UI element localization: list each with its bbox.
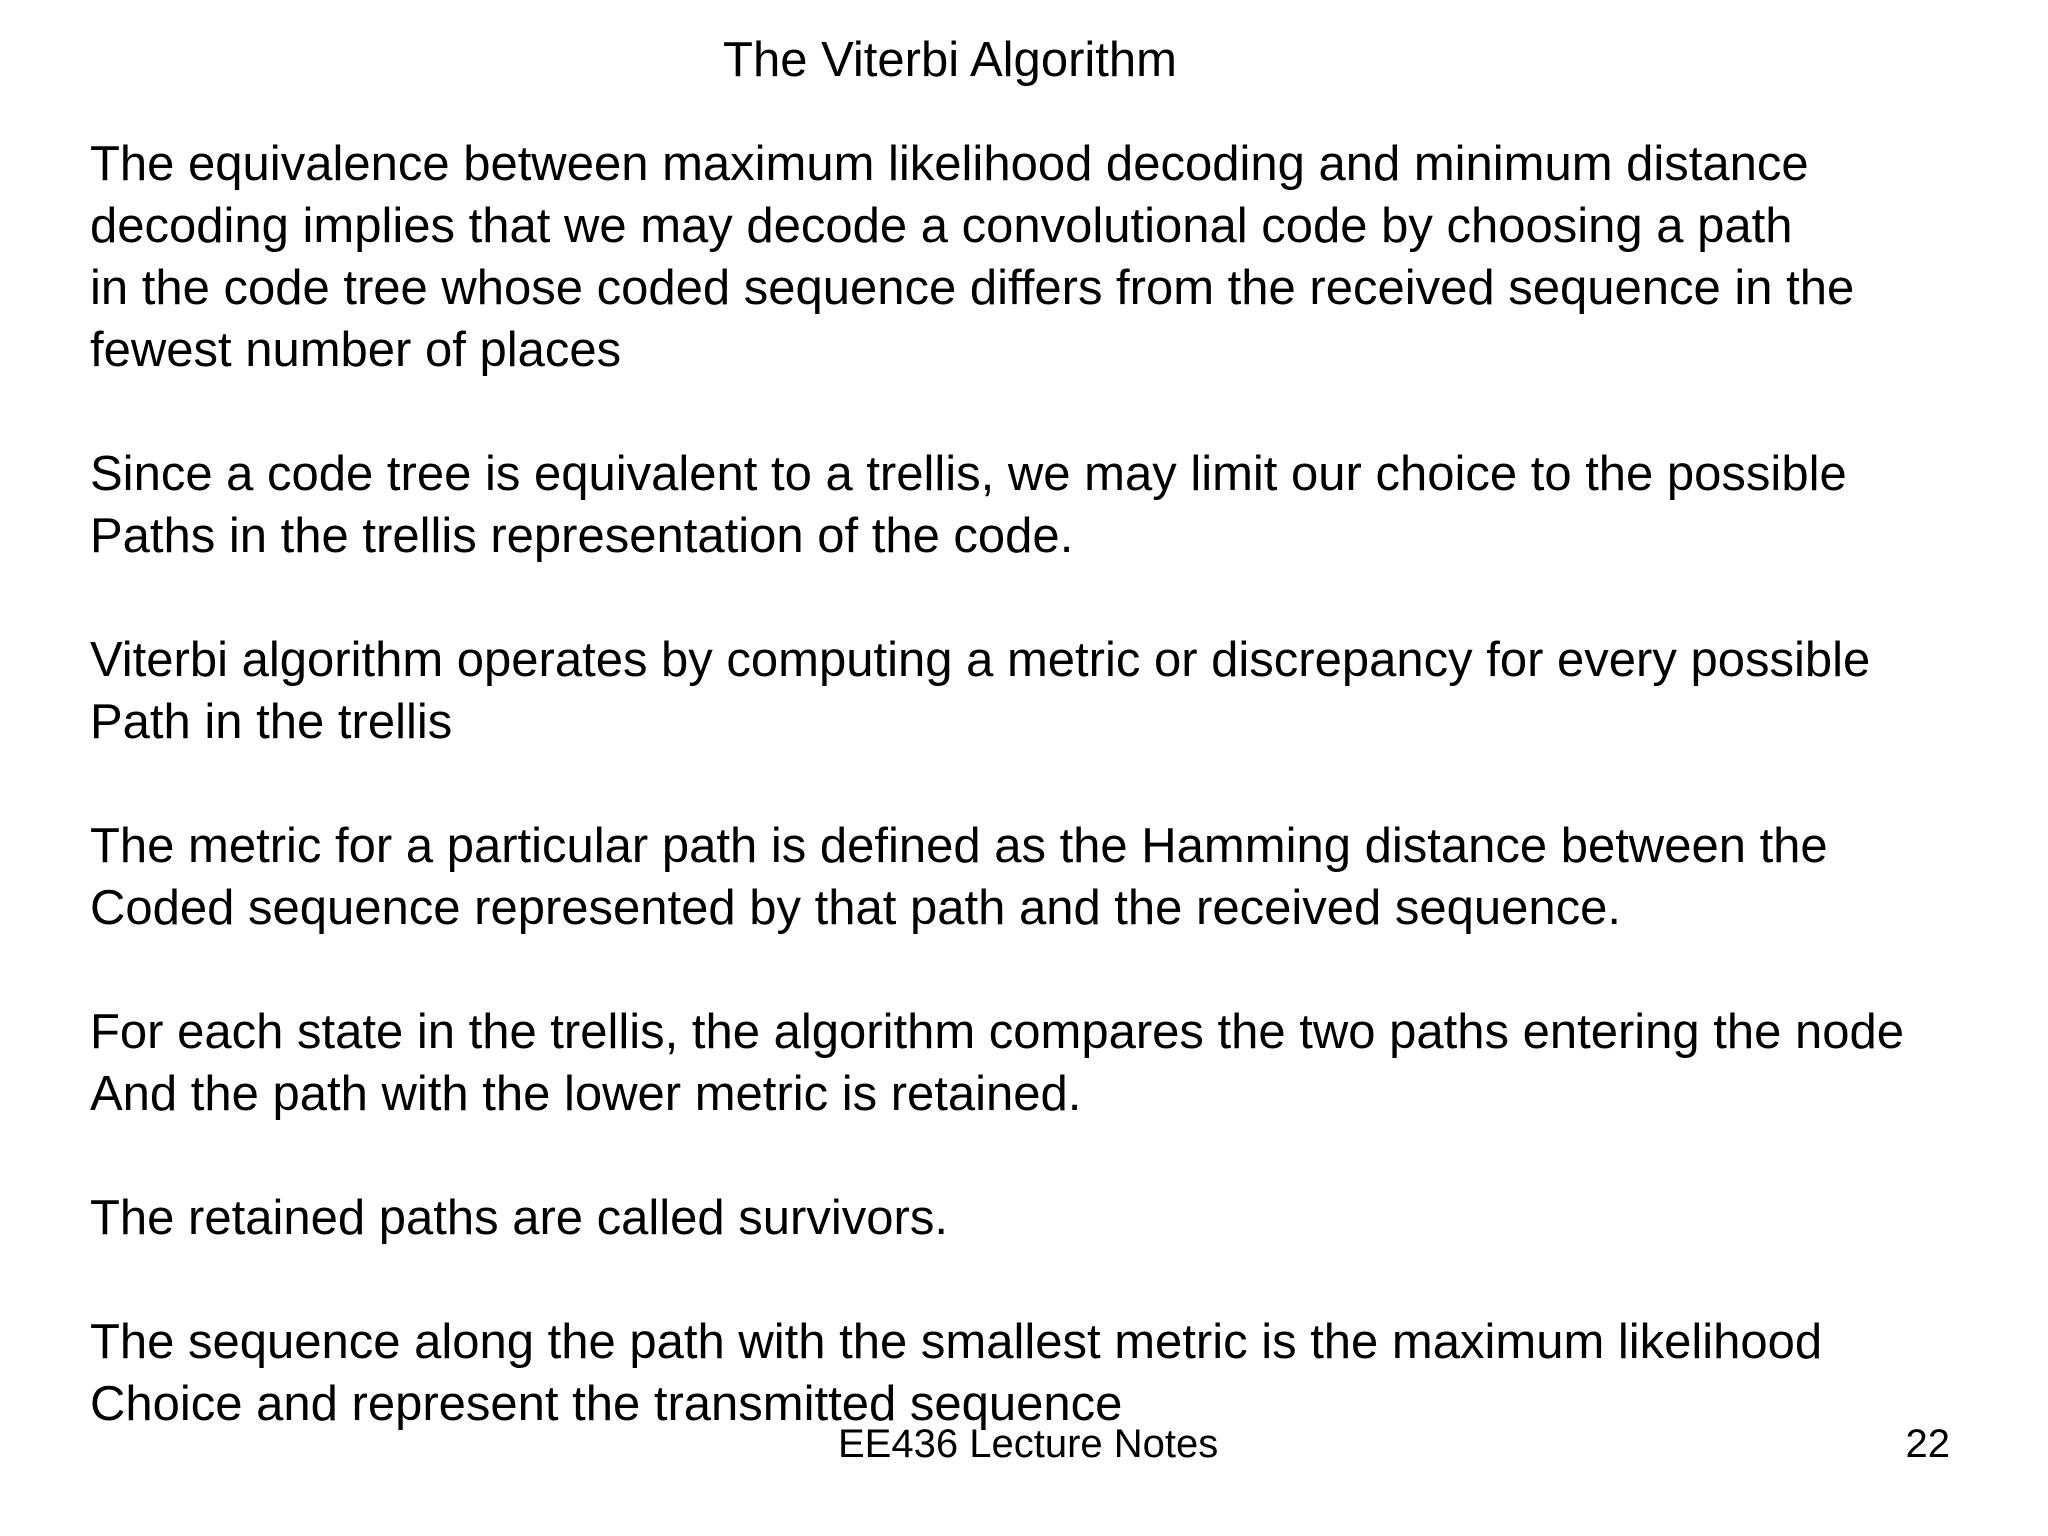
paragraph-line: in the code tree whose coded sequence differs from the received sequence in the [90, 261, 1855, 315]
paragraph-line: Viterbi algorithm operates by computing a metric or discrepancy for every possible [90, 633, 1871, 687]
paragraph-line: And the path with the lower metric is retained. [90, 1067, 1082, 1121]
paragraph-state-comparison [90, 1001, 2020, 1125]
paragraph-line: Path in the trellis [90, 695, 453, 749]
paragraph-survivors [90, 1187, 2020, 1249]
paragraph-metric-computation [90, 629, 2020, 753]
paragraph-line: decoding implies that we may decode a convolutional code by choosing a path [90, 199, 1793, 253]
slide-title: The Viterbi Algorithm [723, 33, 1177, 87]
paragraph-line: For each state in the trellis, the algorithm compares the two paths entering the node [90, 1005, 1905, 1059]
paragraph-line: The retained paths are called survivors. [90, 1191, 948, 1245]
paragraph-line: Since a code tree is equivalent to a trellis, we may limit our choice to the possible [90, 447, 1847, 501]
paragraph-line: Paths in the trellis representation of the code. [90, 509, 1074, 563]
paragraph-hamming-metric [90, 815, 2020, 939]
paragraph-line: The metric for a particular path is defined as the Hamming distance between the [90, 819, 1828, 873]
footer-page-number: 22 [1905, 1422, 1950, 1466]
paragraph-line: Coded sequence represented by that path and the received sequence. [90, 881, 1621, 935]
paragraph-line: The sequence along the path with the smallest metric is the maximum likelihood [90, 1315, 1823, 1369]
paragraph-ml-choice [90, 1311, 2020, 1435]
paragraph-line: The equivalence between maximum likelihood decoding and minimum distance [90, 137, 1809, 191]
paragraph-ml-decoding [90, 133, 2020, 381]
paragraph-line: fewest number of places [90, 323, 622, 377]
paragraph-line: Choice and represent the transmitted sequence [90, 1377, 1123, 1431]
slide-body [90, 133, 2020, 1497]
paragraph-trellis [90, 443, 2020, 567]
footer-course-title: EE436 Lecture Notes [838, 1422, 1219, 1466]
